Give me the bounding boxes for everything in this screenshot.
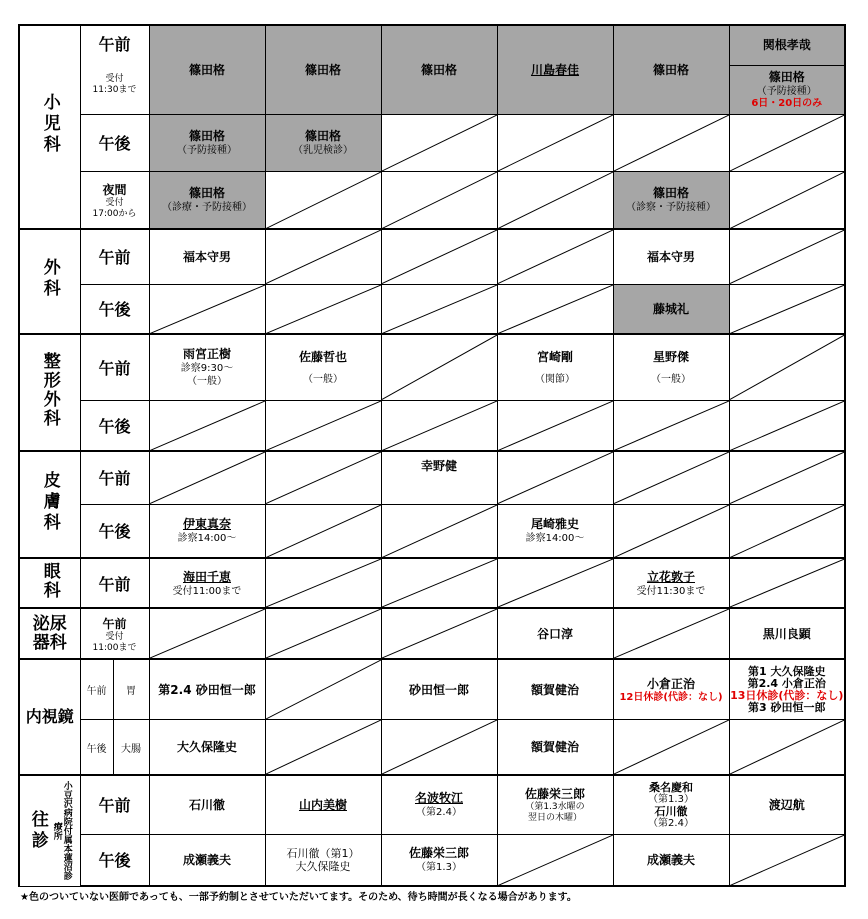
empty-cell: [729, 451, 845, 504]
empty-cell: [497, 558, 613, 608]
slash-line: [498, 172, 613, 229]
dept-pediatrics: 小児科: [19, 25, 80, 229]
diagonal-slash: [266, 452, 381, 504]
diagonal-slash: [266, 660, 381, 719]
cell: 第1 大久保隆史 第2.4 小倉正治 13日休診(代診：なし) 第3 砂田恒一郎: [729, 659, 845, 720]
diagonal-slash: [266, 230, 381, 284]
diagonal-slash: [266, 172, 381, 229]
slash-line: [266, 609, 381, 658]
cell: 福本守男: [149, 229, 265, 284]
cell: 成瀬義夫: [149, 834, 265, 886]
empty-cell: [613, 720, 729, 776]
cell: 篠田格 （予防接種） 6日・20日のみ: [729, 65, 845, 114]
empty-cell: [497, 229, 613, 284]
slash-line: [382, 720, 497, 774]
slot-am: 午前: [80, 775, 149, 834]
cell: 額賀健治: [497, 720, 613, 776]
slash-line: [730, 335, 845, 400]
empty-cell: [613, 400, 729, 451]
cell: 篠田格: [265, 25, 381, 114]
cell: 関根孝哉: [729, 25, 845, 65]
empty-cell: [381, 114, 497, 171]
cell: 海田千恵 受付11:00まで: [149, 558, 265, 608]
diagonal-slash: [730, 115, 845, 171]
slash-line: [498, 835, 613, 886]
empty-cell: [497, 284, 613, 334]
empty-cell: [381, 334, 497, 400]
diagonal-slash: [730, 335, 845, 400]
slash-line: [498, 452, 613, 504]
empty-cell: [729, 334, 845, 400]
diagonal-slash: [498, 401, 613, 451]
cell: 篠田格: [613, 25, 729, 114]
slash-line: [266, 559, 381, 607]
cell: 佐藤栄三郎 （第1.3水曜の 翌日の木曜）: [497, 775, 613, 834]
diagonal-slash: [730, 835, 845, 886]
empty-cell: [149, 608, 265, 659]
cell: 立花敦子 受付11:30まで: [613, 558, 729, 608]
diagonal-slash: [730, 285, 845, 334]
slot-am: 午前: [80, 334, 149, 400]
cell: 石川徹（第1） 大久保隆史: [265, 834, 381, 886]
empty-cell: [265, 451, 381, 504]
slot-pm: 午後: [80, 400, 149, 451]
cell: 小倉正治 12日休診(代診：なし): [613, 659, 729, 720]
diagonal-slash: [266, 285, 381, 334]
slash-line: [382, 505, 497, 558]
diagonal-slash: [614, 720, 729, 774]
empty-cell: [729, 171, 845, 229]
slash-line: [266, 172, 381, 229]
empty-cell: [265, 400, 381, 451]
slash-line: [730, 115, 845, 171]
cell: 雨宮正樹 診察9:30～ （一般）: [149, 334, 265, 400]
empty-cell: [381, 608, 497, 659]
empty-cell: [729, 834, 845, 886]
cell: 砂田恒一郎: [381, 659, 497, 720]
slash-line: [498, 559, 613, 607]
diagonal-slash: [730, 172, 845, 229]
empty-cell: [149, 284, 265, 334]
slash-line: [382, 335, 497, 400]
slot-am: 午前: [80, 451, 149, 504]
slash-line: [382, 172, 497, 229]
diagonal-slash: [382, 505, 497, 558]
cell: 佐藤栄三郎 （第1.3）: [381, 834, 497, 886]
slash-line: [382, 285, 497, 334]
diagonal-slash: [498, 559, 613, 607]
empty-cell: [729, 229, 845, 284]
cell: 第2.4 砂田恒一郎: [149, 659, 265, 720]
cell: 名波牧江 （第2.4）: [381, 775, 497, 834]
diagonal-slash: [382, 230, 497, 284]
slash-line: [498, 285, 613, 334]
empty-cell: [265, 608, 381, 659]
empty-cell: [381, 284, 497, 334]
diagonal-slash: [614, 401, 729, 451]
empty-cell: [149, 400, 265, 451]
empty-cell: [729, 504, 845, 558]
slash-line: [730, 172, 845, 229]
slash-line: [150, 285, 265, 334]
slash-line: [730, 230, 845, 284]
empty-cell: [613, 608, 729, 659]
empty-cell: [729, 558, 845, 608]
slash-line: [498, 230, 613, 284]
diagonal-slash: [266, 720, 381, 774]
diagonal-slash: [730, 401, 845, 451]
slot-night: 夜間 受付 17:00から: [80, 171, 149, 229]
slash-line: [382, 115, 497, 171]
diagonal-slash: [266, 559, 381, 607]
cell: 藤城礼: [613, 284, 729, 334]
slash-line: [730, 559, 845, 607]
slot-pm: 午後 大腸: [80, 720, 149, 776]
slot-am: 午前 受付 11:00まで: [80, 608, 149, 659]
cell: 星野傑 （一般）: [613, 334, 729, 400]
slash-line: [730, 835, 845, 886]
slot-am: 午前: [80, 229, 149, 284]
cell: 福本守男: [613, 229, 729, 284]
diagonal-slash: [730, 452, 845, 504]
slash-line: [150, 609, 265, 658]
cell: 額賀健治: [497, 659, 613, 720]
slash-line: [266, 401, 381, 451]
diagonal-slash: [498, 230, 613, 284]
slash-line: [150, 401, 265, 451]
slot-pm: 午後: [80, 504, 149, 558]
slash-line: [730, 401, 845, 451]
slash-line: [614, 609, 729, 658]
empty-cell: [265, 720, 381, 776]
dept-surgery: 外科: [19, 229, 80, 334]
empty-cell: [729, 720, 845, 776]
empty-cell: [729, 284, 845, 334]
cell: 篠田格 （診療・予防接種）: [149, 171, 265, 229]
empty-cell: [497, 834, 613, 886]
empty-cell: [497, 171, 613, 229]
slash-line: [382, 401, 497, 451]
slash-line: [382, 609, 497, 658]
diagonal-slash: [498, 285, 613, 334]
cell: 佐藤哲也 （一般）: [265, 334, 381, 400]
cell: 渡辺航: [729, 775, 845, 834]
dept-home-visit: 往診 小豆沢病院付属本蓮沼診療所: [19, 775, 80, 886]
dept-urology: 泌尿器科: [19, 608, 80, 659]
cell: 宮崎剛 （関節）: [497, 334, 613, 400]
diagonal-slash: [382, 115, 497, 171]
slot-am: 午前: [80, 558, 149, 608]
cell: 山内美樹: [265, 775, 381, 834]
slash-line: [614, 115, 729, 171]
diagonal-slash: [614, 609, 729, 658]
slash-line: [614, 401, 729, 451]
dept-orthopedics: 整形外科: [19, 334, 80, 451]
cell: 大久保隆史: [149, 720, 265, 776]
diagonal-slash: [730, 559, 845, 607]
cell: 黒川良顕: [729, 608, 845, 659]
empty-cell: [381, 720, 497, 776]
slot-pm: 午後: [80, 284, 149, 334]
dept-ophthalmology: 眼科: [19, 558, 80, 608]
cell: 桑名慶和 （第1.3） 石川徹 （第2.4）: [613, 775, 729, 834]
diagonal-slash: [382, 285, 497, 334]
empty-cell: [381, 558, 497, 608]
slash-line: [614, 452, 729, 504]
cell: 篠田格 （乳児検診）: [265, 114, 381, 171]
cell: 川島春佳: [497, 25, 613, 114]
slash-line: [730, 452, 845, 504]
empty-cell: [381, 171, 497, 229]
diagonal-slash: [730, 230, 845, 284]
slash-line: [382, 559, 497, 607]
cell: 篠田格: [381, 25, 497, 114]
slash-line: [730, 285, 845, 334]
footnote: ★色のついていない医師であっても、一部予約制とさせていただいてます。そのため、待ち時間が長くなる場合があります。: [20, 892, 577, 903]
diagonal-slash: [498, 172, 613, 229]
cell: 谷口淳: [497, 608, 613, 659]
diagonal-slash: [498, 452, 613, 504]
diagonal-slash: [498, 115, 613, 171]
cell: 篠田格 （診察・予防接種）: [613, 171, 729, 229]
empty-cell: [265, 558, 381, 608]
diagonal-slash: [150, 609, 265, 658]
cell: 成瀬義夫: [613, 834, 729, 886]
slash-line: [730, 720, 845, 774]
diagonal-slash: [382, 401, 497, 451]
cell: 石川徹: [149, 775, 265, 834]
diagonal-slash: [266, 609, 381, 658]
empty-cell: [149, 451, 265, 504]
empty-cell: [729, 400, 845, 451]
slash-line: [266, 505, 381, 558]
diagonal-slash: [150, 452, 265, 504]
diagonal-slash: [614, 115, 729, 171]
slot-pm: 午後: [80, 834, 149, 886]
diagonal-slash: [382, 335, 497, 400]
dept-dermatology: 皮膚科: [19, 451, 80, 558]
diagonal-slash: [730, 505, 845, 558]
slash-line: [498, 401, 613, 451]
schedule-table: [18, 24, 846, 887]
empty-cell: [729, 114, 845, 171]
cell: 篠田格 （予防接種）: [149, 114, 265, 171]
cell: 幸野健: [381, 451, 497, 504]
diagonal-slash: [266, 505, 381, 558]
slash-line: [266, 452, 381, 504]
diagonal-slash: [382, 609, 497, 658]
cell: 伊東真奈 診察14:00～: [149, 504, 265, 558]
diagonal-slash: [382, 720, 497, 774]
empty-cell: [265, 284, 381, 334]
slot-pm: 午後: [80, 114, 149, 171]
diagonal-slash: [498, 835, 613, 886]
empty-cell: [613, 504, 729, 558]
slash-line: [150, 452, 265, 504]
empty-cell: [497, 114, 613, 171]
empty-cell: [265, 504, 381, 558]
slash-line: [614, 505, 729, 558]
empty-cell: [265, 229, 381, 284]
diagonal-slash: [266, 401, 381, 451]
slot-am: 午前 受付 11:30まで: [80, 25, 149, 114]
diagonal-slash: [150, 401, 265, 451]
slash-line: [730, 505, 845, 558]
cell: 篠田格: [149, 25, 265, 114]
slash-line: [266, 285, 381, 334]
dept-endoscopy: 内視鏡: [19, 659, 80, 775]
empty-cell: [497, 400, 613, 451]
empty-cell: [265, 171, 381, 229]
slash-line: [266, 230, 381, 284]
cell: 尾崎雅史 診察14:00～: [497, 504, 613, 558]
empty-cell: [381, 400, 497, 451]
empty-cell: [497, 451, 613, 504]
diagonal-slash: [150, 285, 265, 334]
empty-cell: [613, 451, 729, 504]
diagonal-slash: [730, 720, 845, 774]
slash-line: [266, 660, 381, 719]
empty-cell: [381, 229, 497, 284]
diagonal-slash: [614, 505, 729, 558]
diagonal-slash: [382, 172, 497, 229]
diagonal-slash: [382, 559, 497, 607]
diagonal-slash: [614, 452, 729, 504]
empty-cell: [265, 659, 381, 720]
empty-cell: [613, 114, 729, 171]
slash-line: [266, 720, 381, 774]
slot-am: 午前 胃: [80, 659, 149, 720]
slash-line: [614, 720, 729, 774]
slash-line: [498, 115, 613, 171]
slash-line: [382, 230, 497, 284]
empty-cell: [381, 504, 497, 558]
